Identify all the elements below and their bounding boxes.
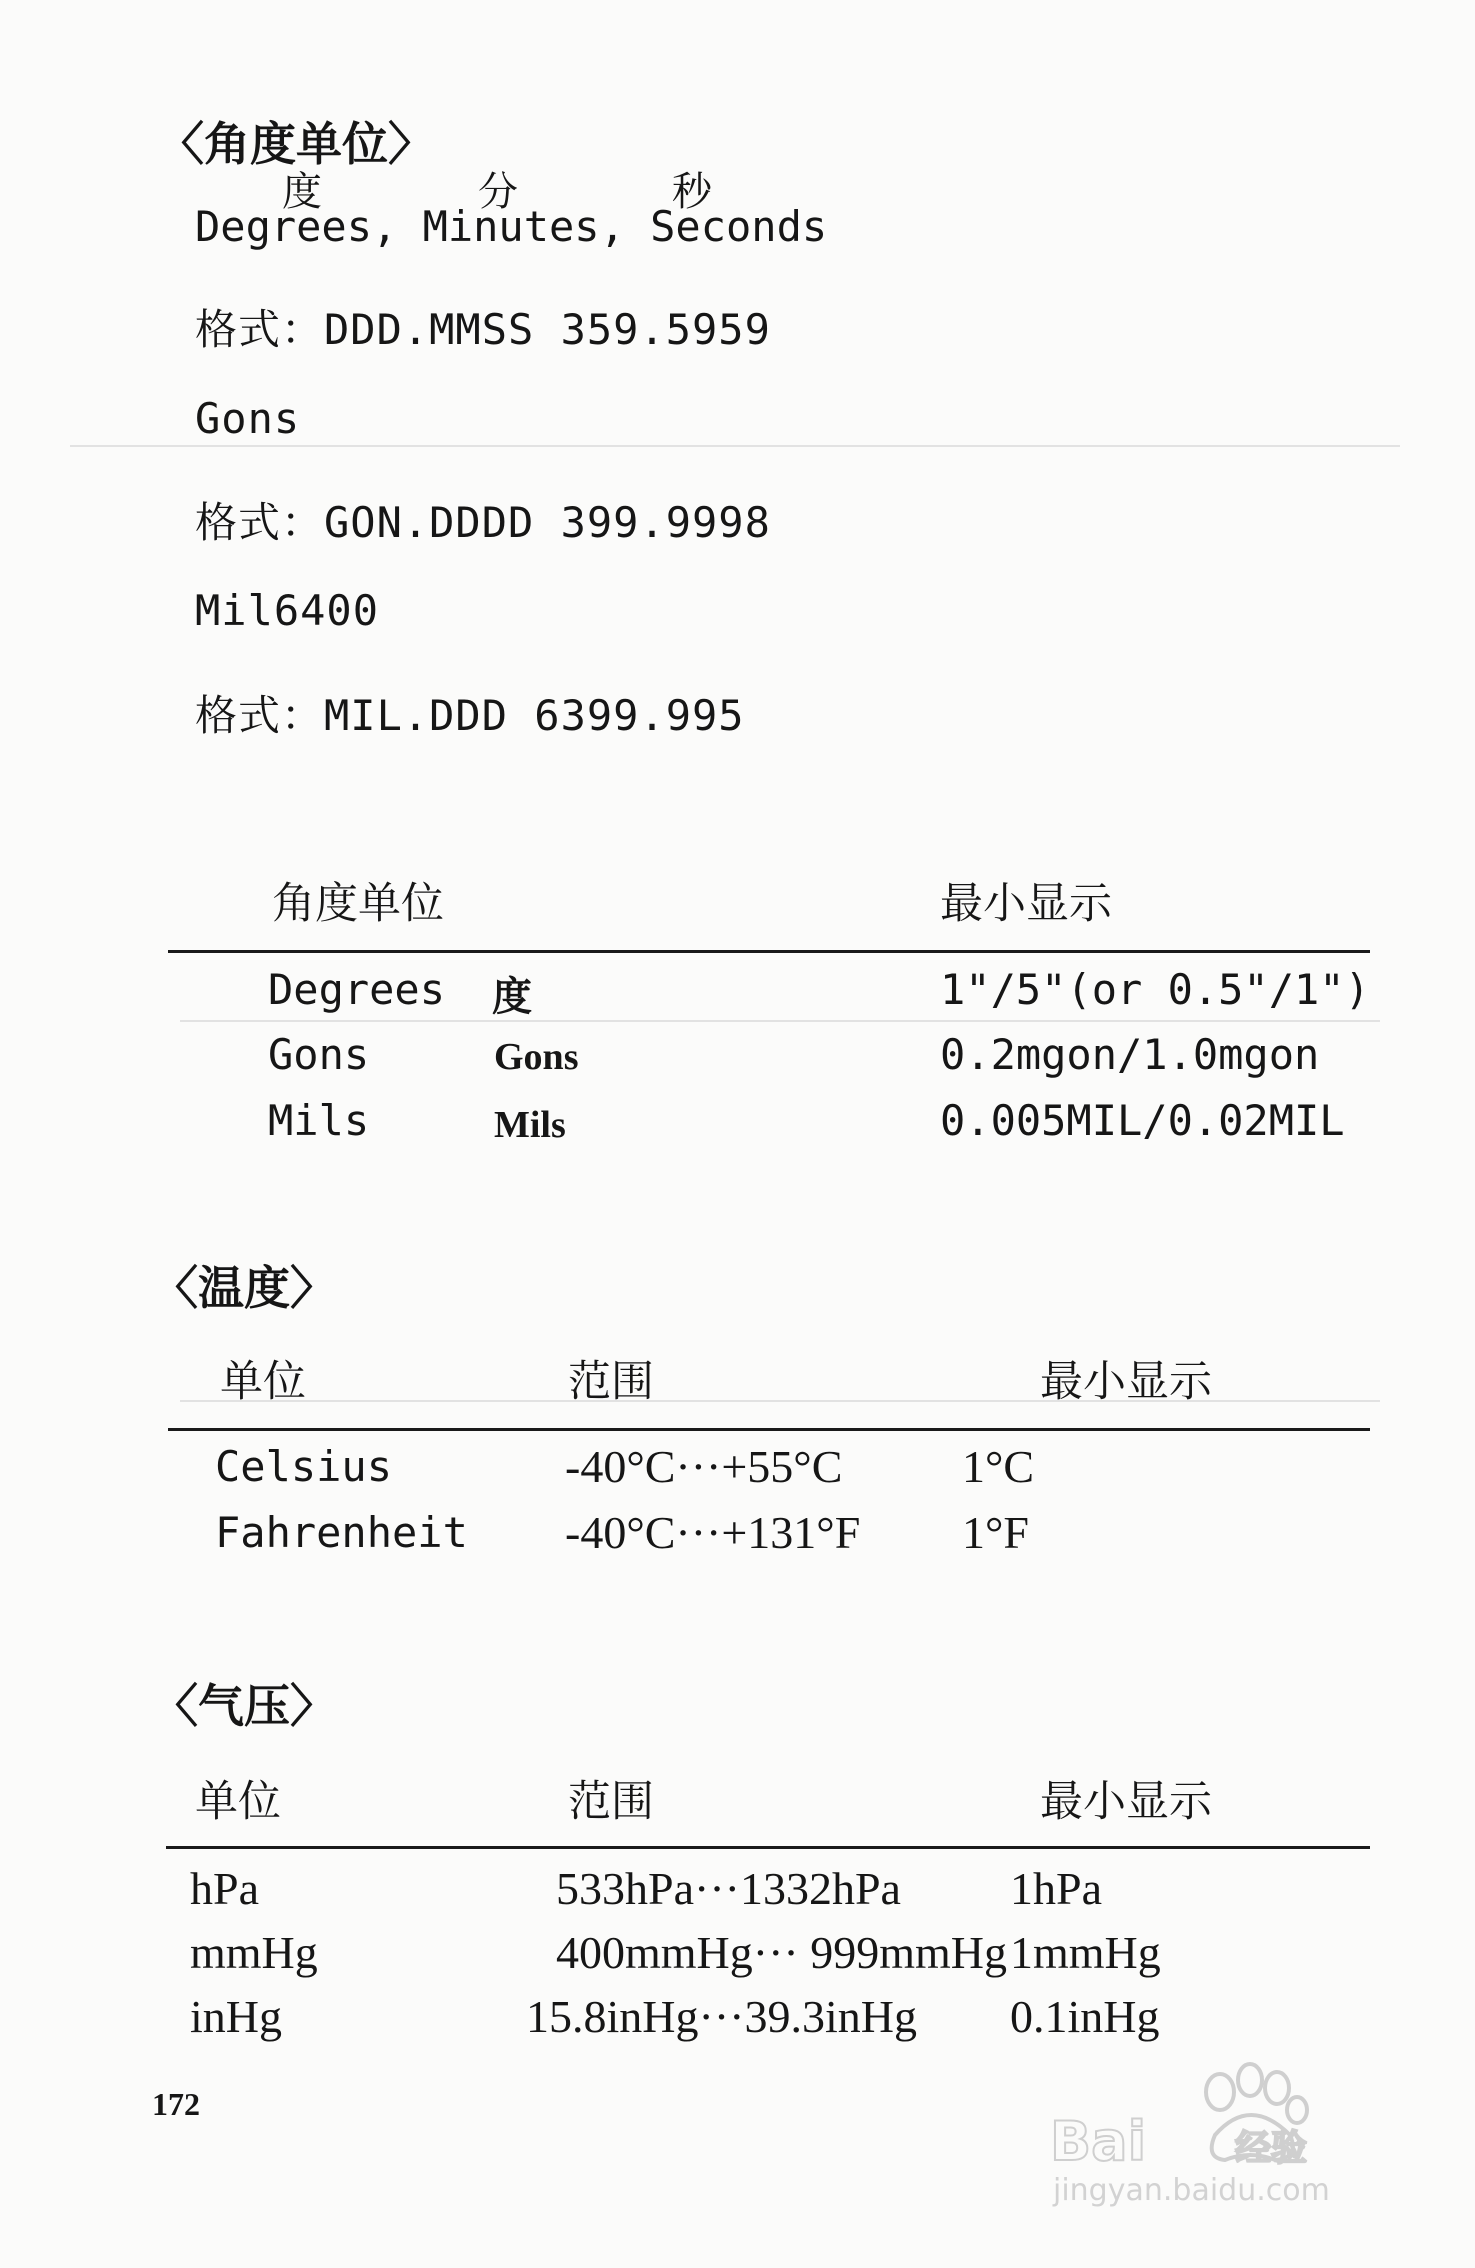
page-number: 172 <box>152 2086 200 2122</box>
angle-table-rule <box>168 950 1370 953</box>
pressure-row-range: 15.8inHg···39.3inHg <box>526 1991 917 2042</box>
angle-row-alias: 度 <box>492 974 532 1020</box>
pressure-row-unit: mmHg <box>190 1927 318 1978</box>
angle-format-degrees: 格式：DDD.MMSS 359.5959 <box>195 305 771 354</box>
angle-format-gons: 格式：GON.DDDD 399.9998 <box>195 498 771 547</box>
temperature-row-unit: Celsius <box>215 1442 393 1491</box>
angle-row-unit: Mils <box>268 1096 370 1145</box>
showthrough-line <box>70 445 1400 447</box>
angle-table-header-unit: 角度单位 <box>272 879 444 929</box>
svg-text:jingyan.baidu.com: jingyan.baidu.com <box>1053 2173 1330 2208</box>
paw-icon <box>1045 2040 1375 2210</box>
pressure-row-min: 1hPa <box>1010 1863 1102 1914</box>
showthrough-line <box>180 1020 1380 1022</box>
angle-line-mil: Mil6400 <box>195 586 380 635</box>
pressure-header-range: 范围 <box>568 1777 654 1827</box>
temperature-header-range: 范围 <box>568 1357 654 1407</box>
angle-row-alias: Mils <box>494 1104 566 1146</box>
pressure-table-rule <box>166 1846 1370 1849</box>
temperature-header-unit: 单位 <box>220 1357 306 1407</box>
pressure-row-range: 400mmHg··· 999mmHg <box>556 1927 1008 1978</box>
angle-row-unit: Gons <box>268 1030 370 1079</box>
temperature-table-rule <box>168 1428 1370 1431</box>
angle-table-header-min: 最小显示 <box>940 879 1112 929</box>
temperature-row-range: -40°C···+131°F <box>565 1507 861 1558</box>
baidu-jingyan-watermark-logo <box>1045 2040 1375 2210</box>
pressure-row-min: 0.1inHg <box>1010 1991 1160 2042</box>
temperature-header-min: 最小显示 <box>1040 1357 1212 1407</box>
pressure-section-title: 〈气压〉 <box>152 1679 336 1733</box>
angle-section-title: 〈角度单位〉 <box>158 117 434 171</box>
angle-row-min: 0.005MIL/0.02MIL <box>940 1096 1345 1145</box>
angle-row-min: 1"/5"(or 0.5"/1") <box>940 965 1370 1014</box>
temperature-section-title: 〈温度〉 <box>152 1261 336 1315</box>
pressure-header-min: 最小显示 <box>1040 1777 1212 1827</box>
char-degree: 度 <box>282 169 322 215</box>
angle-format-mil: 格式：MIL.DDD 6399.995 <box>195 691 745 740</box>
svg-text:Bai: Bai <box>1050 2110 1147 2173</box>
svg-text:经验: 经验 <box>1235 2128 1308 2169</box>
pressure-row-unit: inHg <box>190 1991 282 2042</box>
temperature-row-min: 1°F <box>962 1507 1029 1558</box>
angle-row-min: 0.2mgon/1.0mgon <box>940 1030 1320 1079</box>
temperature-row-range: -40°C···+55°C <box>565 1441 843 1492</box>
angle-row-alias: Gons <box>494 1036 579 1078</box>
temperature-row-min: 1°C <box>962 1441 1035 1492</box>
temperature-row-unit: Fahrenheit <box>215 1508 468 1557</box>
pressure-header-unit: 单位 <box>195 1777 281 1827</box>
angle-line-degrees: Degrees, Minutes, Seconds <box>195 202 828 251</box>
angle-line-gons: Gons <box>195 394 301 443</box>
angle-row-unit: Degrees <box>268 965 446 1014</box>
char-minute: 分 <box>478 169 518 215</box>
pressure-row-unit: hPa <box>190 1863 259 1914</box>
char-second: 秒 <box>672 169 712 215</box>
pressure-row-range: 533hPa···1332hPa <box>556 1863 901 1914</box>
pressure-row-min: 1mmHg <box>1010 1927 1161 1978</box>
